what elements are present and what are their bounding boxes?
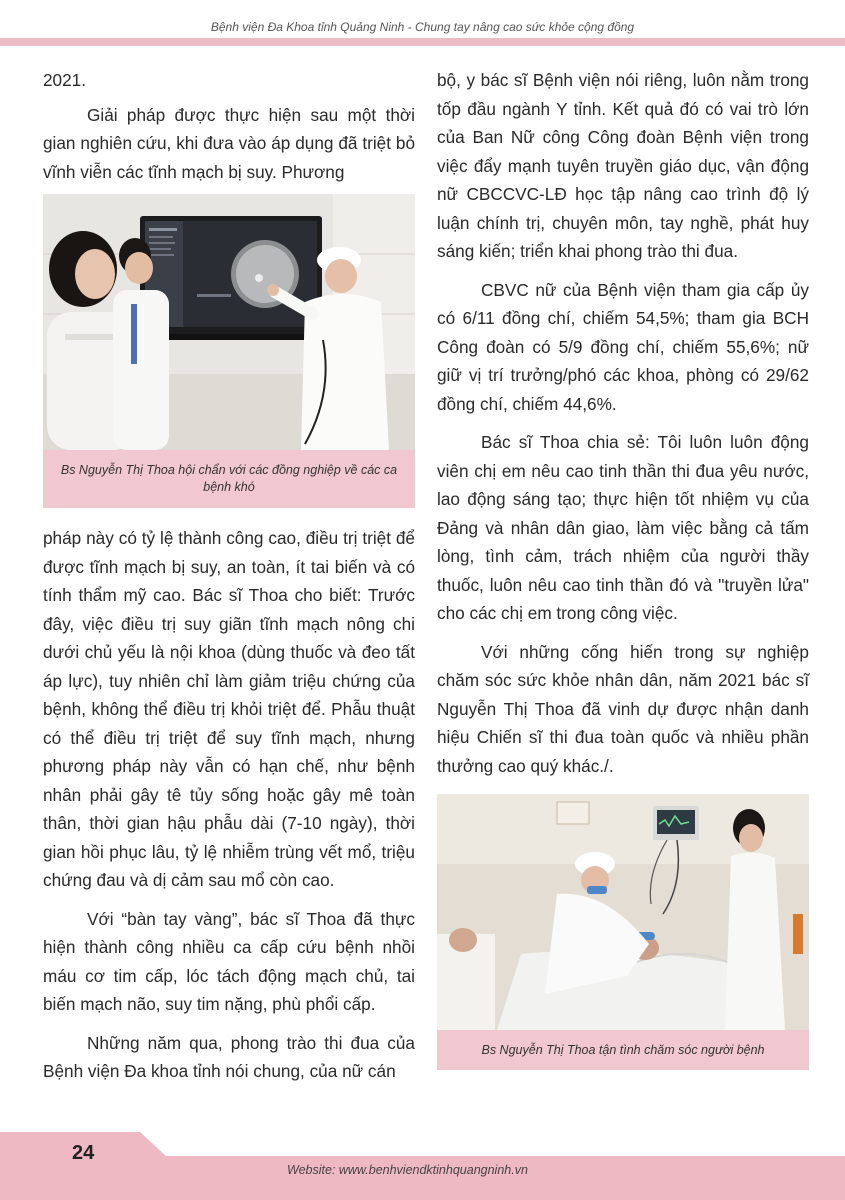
right-column bbox=[437, 66, 809, 1070]
paragraph-share: Bác sĩ Thoa chia sẻ: Tôi luôn luôn động viên chị em nêu cao tinh thần thi đua yêu nước, lao động sáng tạo; thực hiện tốt nhiệm vụ của Đảng và nhân dân giao, làm việc bằng cả tấm lòng, tình cảm, trách nhiệm của người thầy thuốc, luôn nêu cao tinh thần đó và "truyền lửa" cho các chị em trong công việc. bbox=[437, 432, 809, 623]
paragraph-continue: bộ, y bác sĩ Bệnh viện nói riêng, luôn nằm trong tốp đầu ngành Y tỉnh. Kết quả đó có vai trò lớn của Ban Nữ công Công đoàn Bệnh viện trong việc đẩy mạnh tuyên truyền giáo dục, vận động nữ CBCCVC-LĐ học tập nâng cao trình độ lý luận chính trị, chuyên môn, tay nghề, phát huy sáng kiến; triển khai phong trào thi đua. bbox=[437, 70, 809, 261]
photo-consultation bbox=[43, 194, 415, 450]
figure-consultation bbox=[43, 194, 415, 508]
photo-patient-care bbox=[437, 794, 809, 1030]
running-header: Bệnh viện Đa Khoa tỉnh Quảng Ninh - Chung tay nâng cao sức khỏe cộng đồng bbox=[210, 20, 635, 34]
paragraph-intro: Giải pháp được thực hiện sau một thời gian nghiên cứu, khi đưa vào áp dụng đã triệt bỏ vĩnh viễn các tĩnh mạch bị suy. Phương bbox=[43, 104, 415, 182]
figure-caption: Bs Nguyễn Thị Thoa tận tình chăm sóc người bệnh bbox=[437, 1030, 809, 1070]
footer-website: Website: www.benhviendktinhquangninh.vn bbox=[287, 1163, 528, 1177]
page-number: 24 bbox=[72, 1142, 95, 1164]
figure-caption: Bs Nguyễn Thị Thoa hội chẩn với các đồng nghiệp về các ca bệnh khó bbox=[43, 450, 415, 508]
paragraph-stats: CBVC nữ của Bệnh viện tham gia cấp ủy có 6/11 đồng chí, chiếm 54,5%; tham gia BCH Công đoàn có 5/9 đồng chí, chiếm 55,6%; nữ giữ vị trí trưởng/phó các khoa, phòng có 29/62 đồng chí, chiếm 44,6%. bbox=[437, 279, 809, 414]
paragraph-award: Với những cống hiến trong sự nghiệp chăm sóc sức khỏe nhân dân, năm 2021 bác sĩ Nguyễn Thị Thoa đã vinh dự được nhận danh hiệu Chiến sĩ thi đua toàn quốc và nhiều phần thưởng cao quý khác./. bbox=[437, 641, 809, 776]
header-divider-bar bbox=[0, 38, 845, 46]
paragraph-year: 2021. bbox=[43, 70, 87, 90]
figure-patient-care bbox=[437, 794, 809, 1070]
paragraph-years: Những năm qua, phong trào thi đua của Bệnh viện Đa khoa tỉnh nói chung, của nữ cán bbox=[43, 1032, 415, 1081]
paragraph-golden-hands: Với “bàn tay vàng”, bác sĩ Thoa đã thực hiện thành công nhiều ca cấp cứu bệnh nhồi máu cơ tim cấp, lóc tách động mạch chủ, tai biến mạch não, suy tim nặng, phù phổi cấp. bbox=[43, 908, 415, 1014]
left-column bbox=[43, 66, 415, 1086]
paragraph-method: pháp này có tỷ lệ thành công cao, điều trị triệt để được tĩnh mạch bị suy, an toàn, ít tai biến và có tính thẩm mỹ cao. Bác sĩ Thoa cho biết: Trước đây, việc điều trị suy giãn tĩnh mạch nông chi dưới chủ yếu là nội khoa (dùng thuốc và đeo tất áp lực), tuy nhiên chỉ làm giảm triệu chứng của bệnh, không thể điều trị khỏi triệt để. Phẫu thuật có thể điều trị triệt để suy tĩnh mạch, nhưng phương pháp này vẫn có hạn chế, như bệnh nhân phải gây tê tủy sống hoặc gây mê toàn thân, thời gian hậu phẫu dài (7-10 ngày), thời gian hồi phục lâu, tỷ lệ nhiễm trùng vết mổ, triệu chứng đau và dị cảm sau mổ còn cao. bbox=[43, 528, 415, 890]
